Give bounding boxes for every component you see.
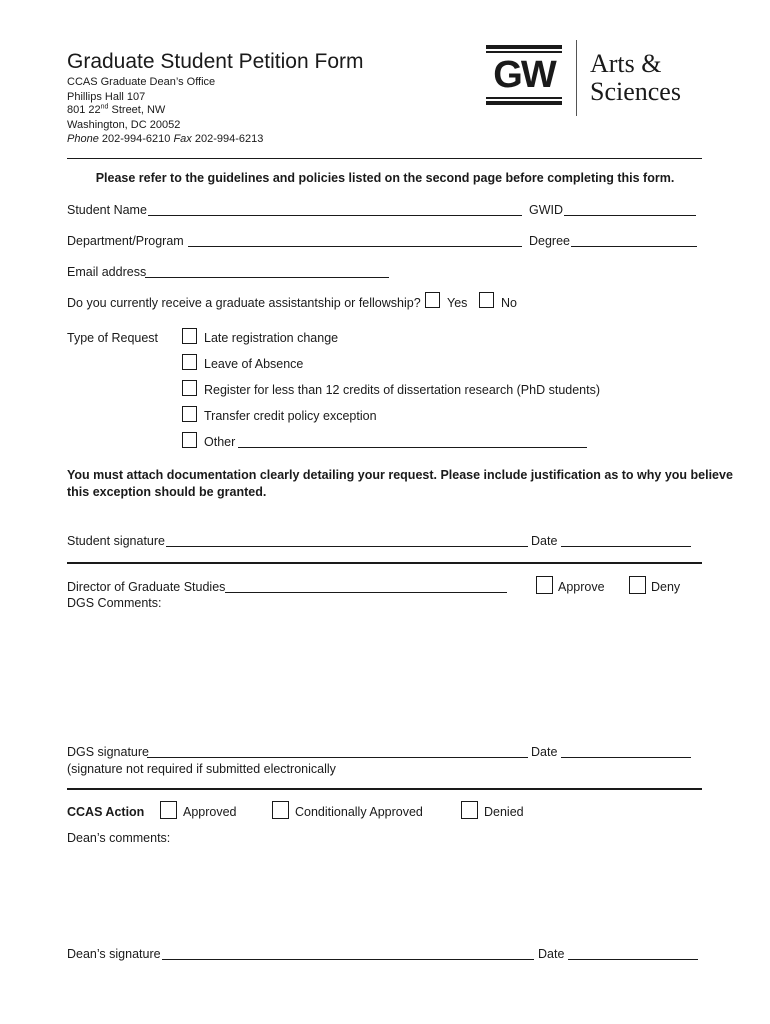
approved-checkbox[interactable] [160,801,177,819]
dgs-comments-label: DGS Comments: [67,596,162,610]
section-rule-1 [67,562,702,564]
ccas-action-label: CCAS Action [67,805,145,819]
dgs-signature-field[interactable] [147,757,528,758]
director-field[interactable] [225,592,507,593]
approve-checkbox[interactable] [536,576,553,594]
section-rule-2 [67,788,702,790]
late-registration-checkbox[interactable] [182,328,197,344]
page-title: Graduate Student Petition Form [67,50,364,73]
gw-logo-text: GW [493,54,555,96]
dgs-signature-label: DGS signature [67,745,149,759]
gwid-label: GWID [529,203,564,217]
request-type-label: Type of Request [67,331,159,345]
dgs-signature-note: (signature not required if submitted electronically [67,762,336,776]
approve-label: Approve [558,580,605,594]
office-name: CCAS Graduate Dean’s Office [67,76,216,88]
instructions: Please refer to the guidelines and policies listed on the second page before completing this form. [95,171,675,185]
student-name-label: Student Name [67,203,147,217]
attach-note-line2: this exception should be granted. [67,485,267,499]
other-field[interactable] [238,447,587,448]
student-signature-field[interactable] [166,546,528,547]
office-contact: Phone 202-994-6210 Fax 202-994-6213 [67,133,264,145]
yes-label: Yes [447,296,468,310]
office-street: 801 22nd Street, NW [67,103,166,116]
assistantship-question: Do you currently receive a graduate assistantship or fellowship? [67,296,421,310]
conditionally-approved-checkbox[interactable] [272,801,289,819]
denied-checkbox[interactable] [461,801,478,819]
office-city: Washington, DC 20052 [67,119,181,131]
degree-field[interactable] [571,246,697,247]
deny-label: Deny [651,580,681,594]
approved-label: Approved [183,805,237,819]
student-date-field[interactable] [561,546,691,547]
dean-comments-label: Dean’s comments: [67,831,171,845]
dean-date-label: Date [538,947,565,961]
student-signature-label: Student signature [67,534,165,548]
late-registration-label: Late registration change [204,331,339,345]
other-checkbox[interactable] [182,432,197,448]
department-field[interactable] [188,246,522,247]
no-checkbox[interactable] [479,292,494,308]
student-name-field[interactable] [148,215,522,216]
logo-wordmark: Arts & Sciences [590,49,681,106]
attach-note-line1: You must attach documentation clearly detailing your request. Please include justification as to why you believe [67,468,733,482]
department-label: Department/Program [67,234,184,248]
email-field[interactable] [145,277,389,278]
office-hall: Phillips Hall 107 [67,91,146,103]
degree-label: Degree [529,234,570,248]
deny-checkbox[interactable] [629,576,646,594]
director-label: Director of Graduate Studies [67,580,226,594]
dean-date-field[interactable] [568,959,698,960]
reduced-credits-checkbox[interactable] [182,380,197,396]
dean-signature-field[interactable] [162,959,534,960]
gw-logo [486,45,562,105]
email-label: Email address [67,265,147,279]
conditionally-approved-label: Conditionally Approved [295,805,423,819]
yes-checkbox[interactable] [425,292,440,308]
transfer-credit-checkbox[interactable] [182,406,197,422]
leave-of-absence-label: Leave of Absence [204,357,304,371]
reduced-credits-label: Register for less than 12 credits of dissertation research (PhD students) [204,383,601,397]
transfer-credit-label: Transfer credit policy exception [204,409,377,423]
logo-divider [576,40,577,116]
leave-of-absence-checkbox[interactable] [182,354,197,370]
no-label: No [501,296,517,310]
header-rule [67,158,702,159]
other-label: Other [204,435,236,449]
gwid-field[interactable] [564,215,696,216]
dean-signature-label: Dean’s signature [67,947,161,961]
student-date-label: Date [531,534,558,548]
denied-label: Denied [484,805,524,819]
dgs-date-field[interactable] [561,757,691,758]
dgs-date-label: Date [531,745,558,759]
